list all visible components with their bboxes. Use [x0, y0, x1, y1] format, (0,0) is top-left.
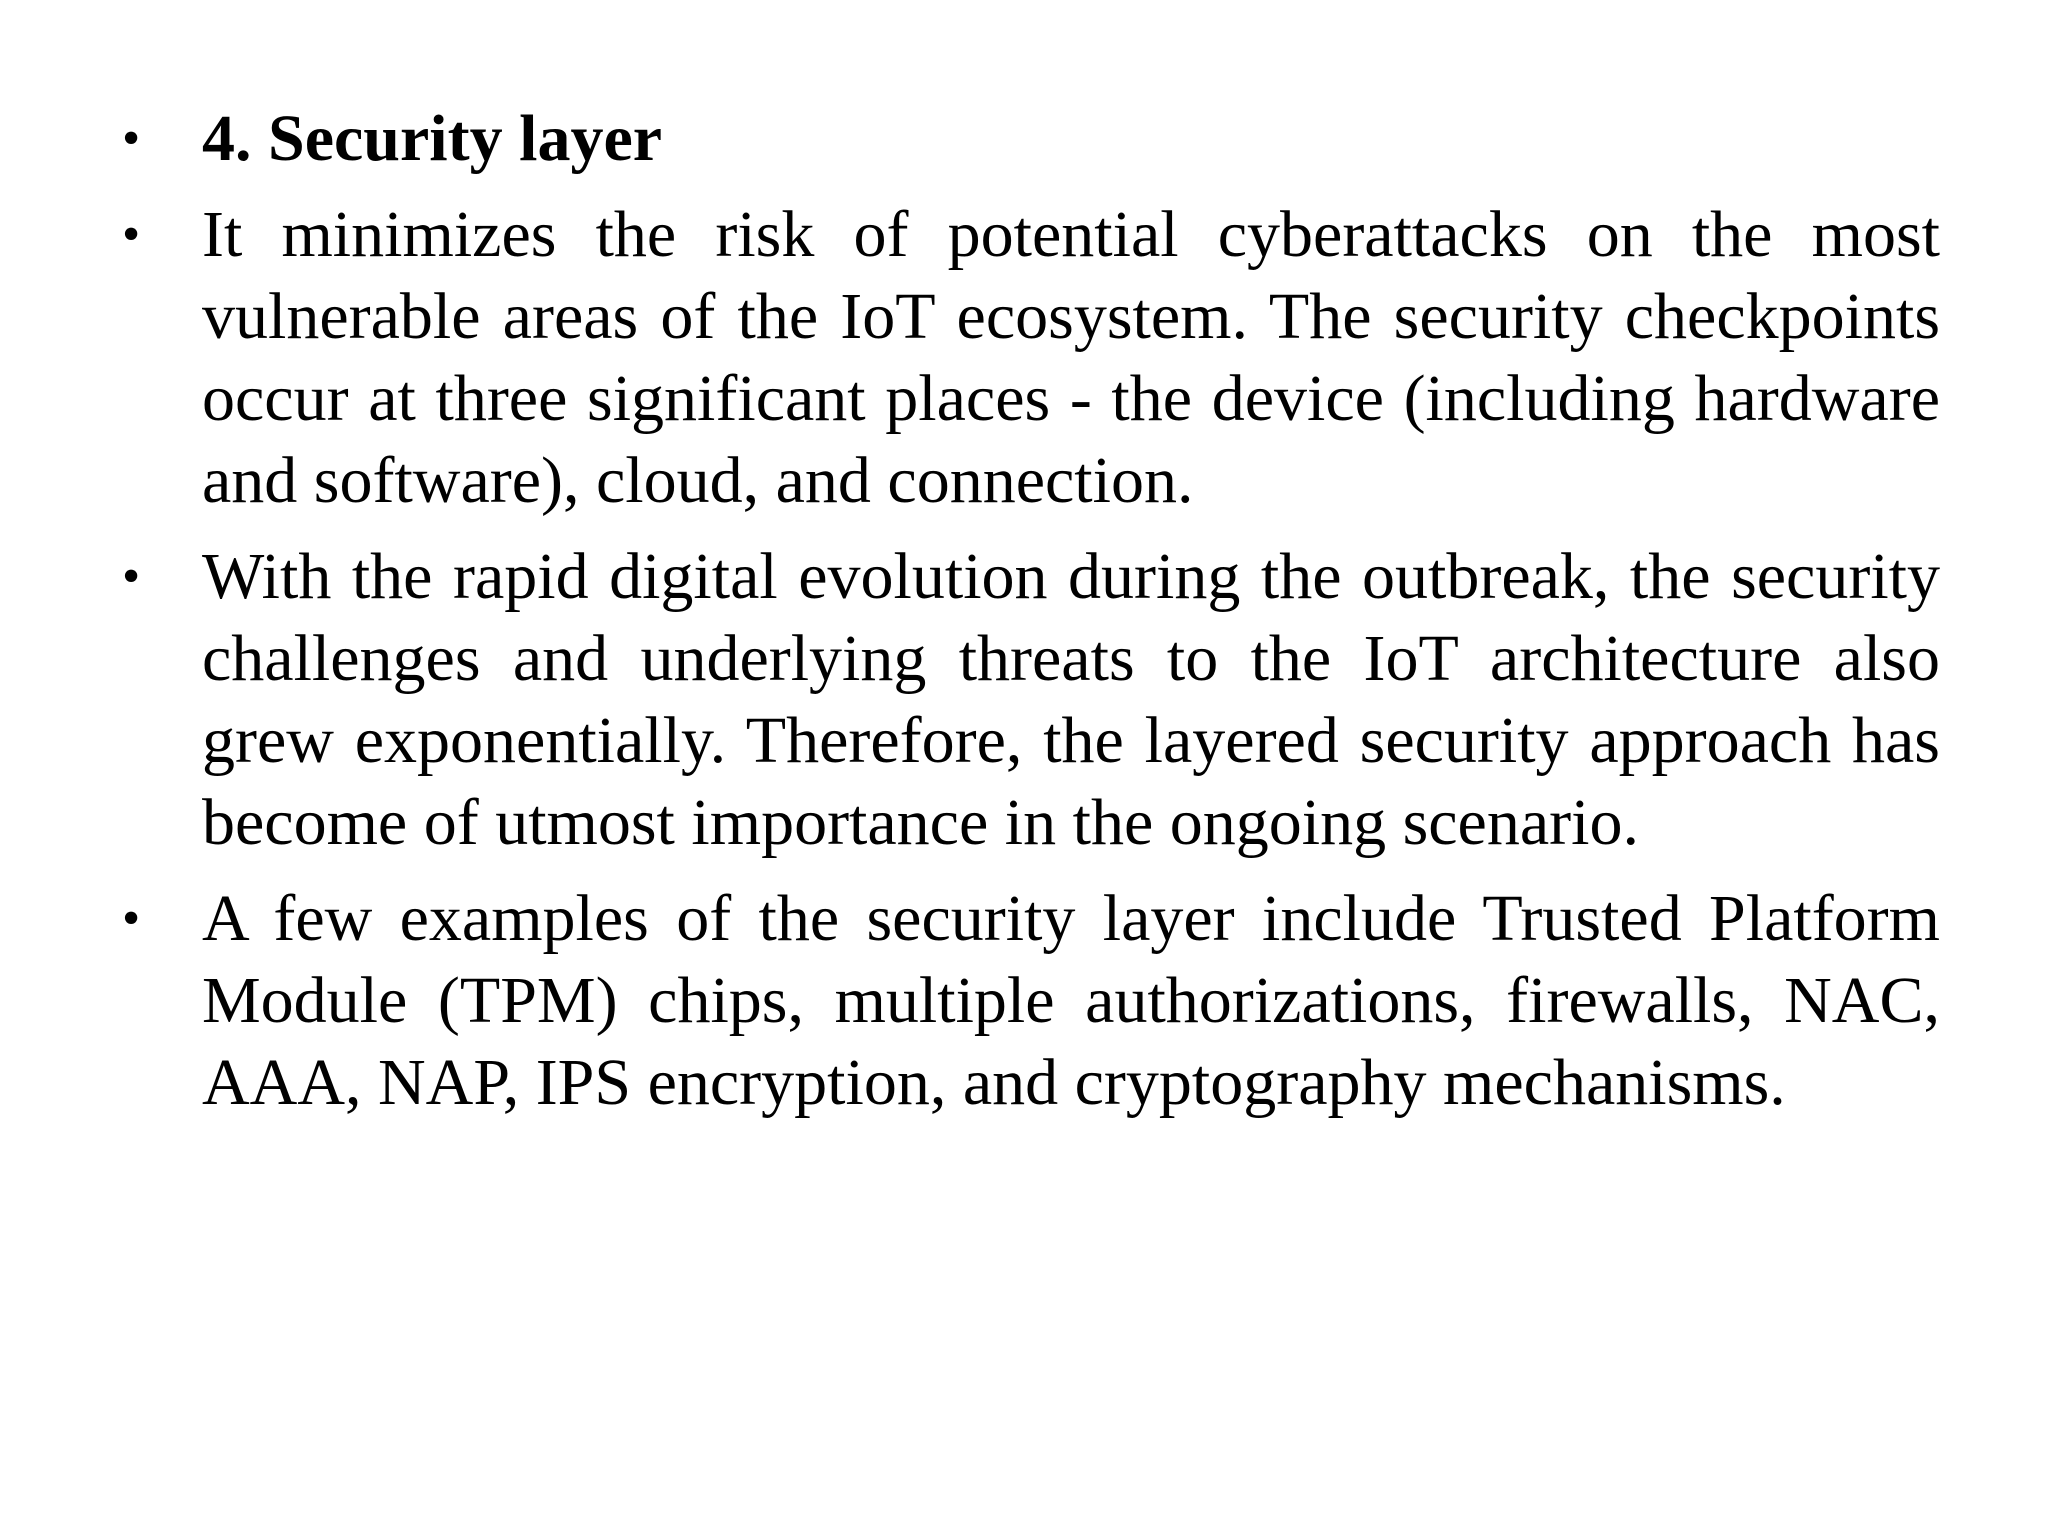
section-heading: 4. Security layer	[202, 102, 663, 175]
bullet-item-heading	[122, 98, 1940, 180]
bullet-text-examples: A few examples of the security layer include Trusted Platform Module (TPM) chips, multiple authorizations, firewalls, NAC, AAA, NAP, IPS encryption, and cryptography mechanisms.	[202, 882, 1940, 1119]
bullet-item-examples	[122, 878, 1940, 1124]
bullet-item-risk	[122, 194, 1940, 522]
bullet-dot-icon: •	[122, 110, 141, 167]
bullet-list	[122, 98, 1940, 1138]
bullet-dot-icon: •	[122, 548, 141, 605]
bullet-dot-icon: •	[122, 890, 141, 947]
bullet-text-risk: It minimizes the risk of potential cyberattacks on the most vulnerable areas of the IoT ecosystem. The security checkpoints occur at three significant places - the device (including hardware and software), cloud, and connection.	[202, 198, 1940, 517]
bullet-text-evolution: With the rapid digital evolution during the outbreak, the security challenges and underlying threats to the IoT architecture also grew exponentially. Therefore, the layered security approach has become of utmost importance in the ongoing scenario.	[202, 540, 1940, 859]
bullet-dot-icon: •	[122, 206, 141, 263]
bullet-item-evolution	[122, 536, 1940, 864]
